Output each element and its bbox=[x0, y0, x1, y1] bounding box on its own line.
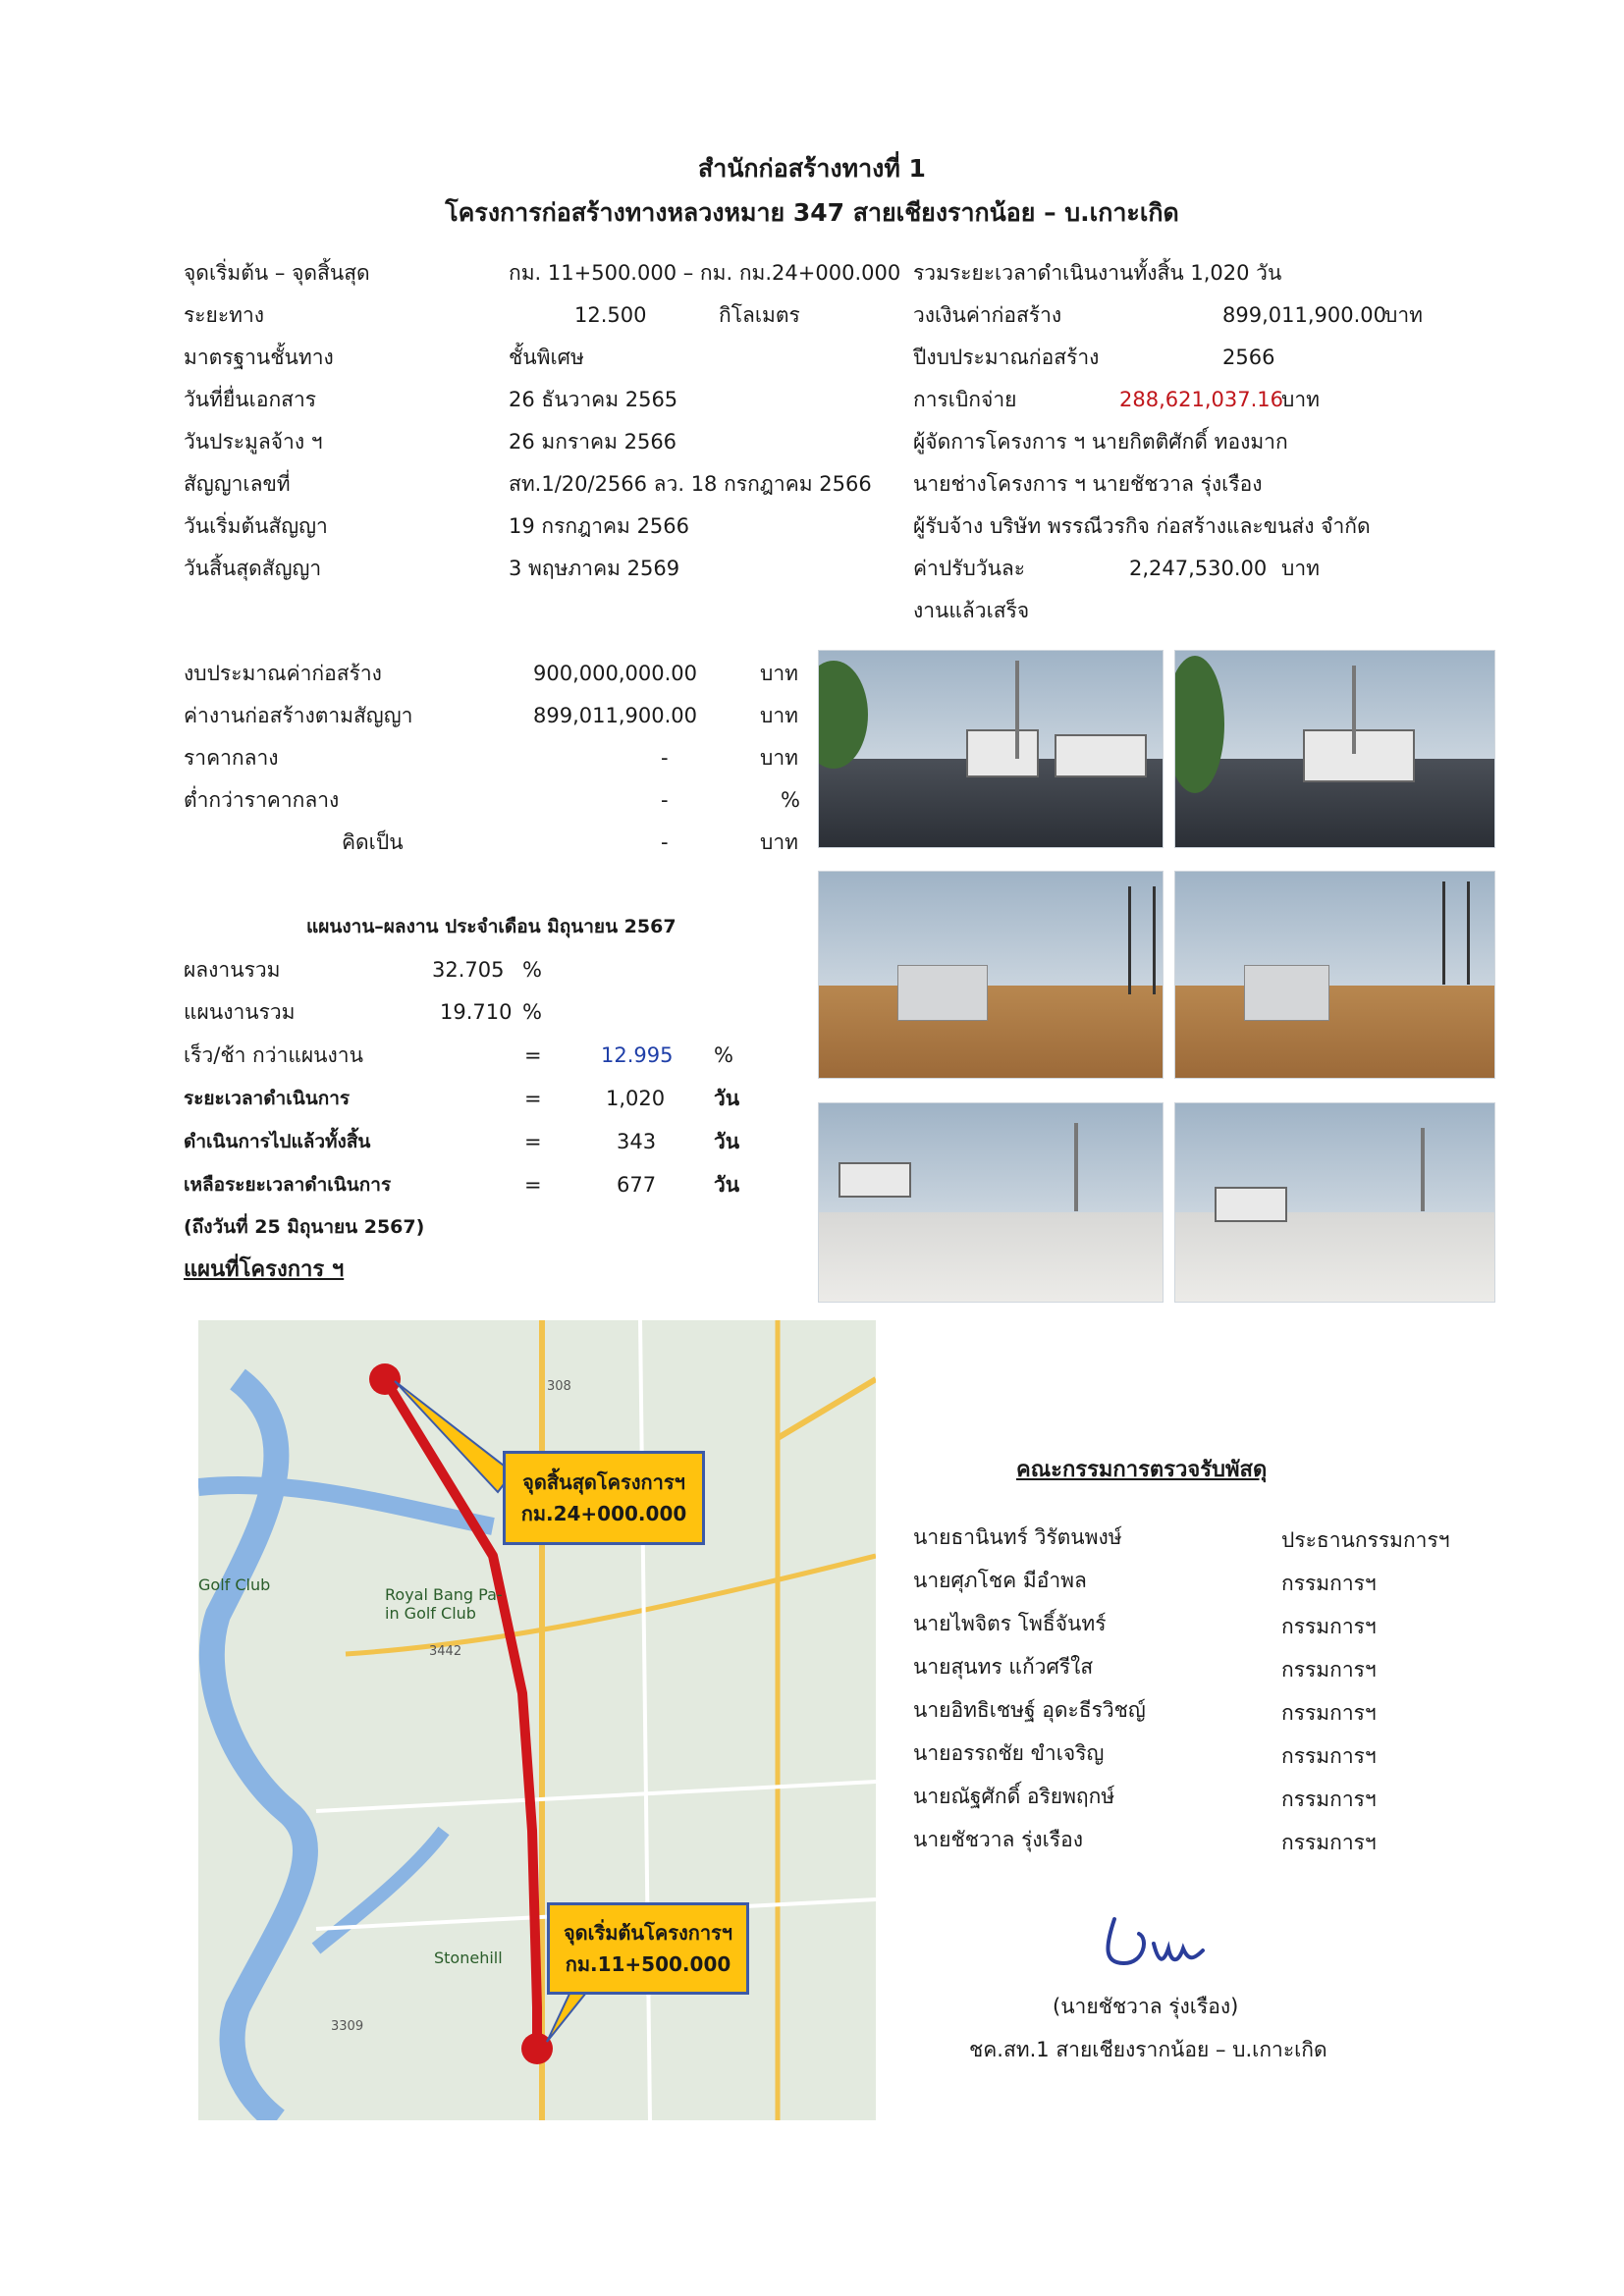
start-callout-title: จุดเริ่มต้นโครงการฯ bbox=[563, 1921, 733, 1945]
elapsed-equals: = bbox=[524, 1130, 542, 1153]
info-label-start-date: วันเริ่มต้นสัญญา bbox=[184, 514, 328, 538]
info-value-end-date: 3 พฤษภาคม 2569 bbox=[509, 557, 680, 580]
budget-row-unit: บาท bbox=[760, 704, 798, 727]
plan-unit: % bbox=[522, 1000, 542, 1024]
budget-row-unit: % bbox=[781, 788, 800, 812]
diff-equals: = bbox=[524, 1043, 542, 1067]
as-of-date: (ถึงวันที่ 25 มิถุนายน 2567) bbox=[184, 1216, 425, 1238]
map-base bbox=[198, 1320, 876, 2120]
committee-member-role: กรรมการฯ bbox=[1281, 1658, 1377, 1682]
diff-label: เร็ว/ช้า กว่าแผนงาน bbox=[184, 1043, 363, 1067]
result-unit: % bbox=[522, 958, 542, 982]
site-photo bbox=[818, 650, 1164, 848]
remaining-unit: วัน bbox=[714, 1173, 740, 1197]
committee-member-name: นายอิทธิเชษฐ์ อุดะธีรวิชญ์ bbox=[913, 1698, 1146, 1722]
budget-row-unit: บาท bbox=[760, 746, 798, 770]
budget-row-label: ราคากลาง bbox=[184, 746, 279, 770]
total-duration: รวมระยะเวลาดำเนินงานทั้งสิ้น 1,020 วัน bbox=[913, 261, 1282, 285]
disburse-value: 288,621,037.16 bbox=[1119, 388, 1283, 411]
committee-member-name: นายศุภโชค มีอำพล bbox=[913, 1569, 1087, 1592]
info-label-contract-no: สัญญาเลขที่ bbox=[184, 472, 291, 496]
fiscal-value: 2566 bbox=[1222, 346, 1275, 369]
info-value-submit-date: 26 ธันวาคม 2565 bbox=[509, 388, 678, 411]
map-heading: แผนที่โครงการ ฯ bbox=[184, 1257, 345, 1282]
map-label-route-3442: 3442 bbox=[429, 1644, 462, 1659]
budget-row-value: 899,011,900.00 bbox=[533, 704, 697, 727]
committee-member-role: กรรมการฯ bbox=[1281, 1615, 1377, 1638]
start-point-callout bbox=[547, 1902, 749, 1995]
info-label-range: จุดเริ่มต้น – จุดสิ้นสุด bbox=[184, 261, 370, 285]
signature bbox=[1095, 1909, 1222, 1978]
duration-unit: วัน bbox=[714, 1087, 740, 1110]
diff-value: 12.995 bbox=[601, 1043, 674, 1067]
map-label-route-308: 308 bbox=[547, 1379, 571, 1394]
site-photo bbox=[1174, 871, 1495, 1079]
budget-value: 899,011,900.00 bbox=[1222, 303, 1386, 327]
info-value-standard: ชั้นพิเศษ bbox=[509, 346, 584, 369]
committee-member-role: ประธานกรรมการฯ bbox=[1281, 1528, 1450, 1552]
office-title: สำนักก่อสร้างทางที่ 1 bbox=[698, 154, 926, 183]
end-point-marker bbox=[369, 1363, 401, 1395]
budget-unit: บาท bbox=[1384, 303, 1423, 327]
committee-member-name: นายไพจิตร โพธิ์จันทร์ bbox=[913, 1612, 1107, 1635]
map-label-stonehill: Stonehill bbox=[434, 1949, 503, 1967]
map-label-route-3309: 3309 bbox=[331, 2019, 364, 2034]
project-manager: ผู้จัดการโครงการ ฯ นายกิตติศักดิ์ ทองมาก bbox=[913, 430, 1288, 454]
committee-member-name: นายณัฐศักดิ์ อริยพฤกษ์ bbox=[913, 1785, 1115, 1808]
budget-row-value: - bbox=[661, 830, 669, 854]
info-value-contract-no: สท.1/20/2566 ลว. 18 กรกฎาคม 2566 bbox=[509, 472, 872, 496]
progress-heading: แผนงาน–ผลงาน ประจำเดือน มิถุนายน 2567 bbox=[306, 916, 677, 937]
signer-name: (นายชัชวาล รุ่งเรือง) bbox=[1053, 1995, 1239, 2018]
fiscal-label: ปีงบประมาณก่อสร้าง bbox=[913, 346, 1100, 369]
remaining-label: เหลือระยะเวลาดำเนินการ bbox=[184, 1174, 392, 1196]
info-label-submit-date: วันที่ยื่นเอกสาร bbox=[184, 388, 317, 411]
info-value-bid-date: 26 มกราคม 2566 bbox=[509, 430, 677, 454]
elapsed-value: 343 bbox=[617, 1130, 657, 1153]
committee-member-name: นายอรรถชัย ขำเจริญ bbox=[913, 1741, 1105, 1765]
site-photo bbox=[1174, 1102, 1495, 1303]
completed-label: งานแล้วเสร็จ bbox=[913, 599, 1030, 622]
end-callout-title: จุดสิ้นสุดโครงการฯ bbox=[522, 1470, 685, 1494]
committee-member-name: นายสุนทร แก้วศรีใส bbox=[913, 1655, 1094, 1679]
contractor: ผู้รับจ้าง บริษัท พรรณีวรกิจ ก่อสร้างและขนส่ง จำกัด bbox=[913, 514, 1371, 538]
committee-member-role: กรรมการฯ bbox=[1281, 1788, 1377, 1811]
elapsed-unit: วัน bbox=[714, 1130, 740, 1153]
committee-member-role: กรรมการฯ bbox=[1281, 1572, 1377, 1595]
budget-row-label: งบประมาณค่าก่อสร้าง bbox=[184, 662, 382, 685]
info-label-standard: มาตรฐานชั้นทาง bbox=[184, 346, 334, 369]
committee-member-name: นายชัชวาล รุ่งเรือง bbox=[913, 1828, 1083, 1851]
project-title: โครงการก่อสร้างทางหลวงหมาย 347 สายเชียงรากน้อย – บ.เกาะเกิด bbox=[445, 198, 1179, 227]
info-value-start-date: 19 กรกฎาคม 2566 bbox=[509, 514, 690, 538]
budget-row-value: - bbox=[661, 788, 669, 812]
committee-heading: คณะกรรมการตรวจรับพัสดุ bbox=[1016, 1458, 1268, 1482]
budget-row-label: ค่างานก่อสร้างตามสัญญา bbox=[184, 704, 413, 727]
committee-member-role: กรรมการฯ bbox=[1281, 1831, 1377, 1854]
project-map bbox=[198, 1320, 876, 2120]
fine-unit: บาท bbox=[1281, 557, 1320, 580]
duration-label: ระยะเวลาดำเนินการ bbox=[184, 1088, 351, 1109]
budget-row-unit: บาท bbox=[760, 830, 798, 854]
site-photo bbox=[1174, 650, 1495, 848]
project-engineer: นายช่างโครงการ ฯ นายชัชวาล รุ่งเรือง bbox=[913, 472, 1263, 496]
elapsed-label: ดำเนินการไปแล้วทั้งสิ้น bbox=[184, 1131, 371, 1152]
remaining-value: 677 bbox=[617, 1173, 657, 1197]
end-point-callout bbox=[503, 1451, 705, 1545]
budget-label: วงเงินค่าก่อสร้าง bbox=[913, 303, 1062, 327]
site-photo bbox=[818, 871, 1164, 1079]
budget-row-value: - bbox=[661, 746, 669, 770]
signer-title: ชค.สท.1 สายเชียงรากน้อย – บ.เกาะเกิด bbox=[969, 2038, 1327, 2061]
fine-label: ค่าปรับวันละ bbox=[913, 557, 1026, 580]
map-label-golf: Golf Club bbox=[198, 1575, 271, 1594]
budget-row-unit: บาท bbox=[760, 662, 798, 685]
remaining-equals: = bbox=[524, 1173, 542, 1197]
duration-equals: = bbox=[524, 1087, 542, 1110]
info-label-end-date: วันสิ้นสุดสัญญา bbox=[184, 557, 322, 580]
budget-row-label: ต่ำกว่าราคากลาง bbox=[184, 788, 340, 812]
site-photo bbox=[818, 1102, 1164, 1303]
info-label-distance: ระยะทาง bbox=[184, 303, 265, 327]
info-label-bid-date: วันประมูลจ้าง ฯ bbox=[184, 430, 323, 454]
info-value-distance: 12.500 bbox=[574, 303, 647, 327]
committee-member-name: นายธานินทร์ วิรัตนพงษ์ bbox=[913, 1525, 1122, 1549]
budget-row-label: คิดเป็น bbox=[342, 830, 404, 854]
result-label: ผลงานรวม bbox=[184, 958, 281, 982]
result-value: 32.705 bbox=[432, 958, 505, 982]
info-unit-distance: กิโลเมตร bbox=[719, 303, 800, 327]
disburse-label: การเบิกจ่าย bbox=[913, 388, 1017, 411]
info-value-range: กม. 11+500.000 – กม. กม.24+000.000 bbox=[509, 261, 901, 285]
duration-value: 1,020 bbox=[606, 1087, 666, 1110]
fine-value: 2,247,530.00 bbox=[1129, 557, 1268, 580]
disburse-unit: บาท bbox=[1281, 388, 1320, 411]
diff-unit: % bbox=[714, 1043, 733, 1067]
start-callout-km: กม.11+500.000 bbox=[565, 1952, 731, 1976]
plan-label: แผนงานรวม bbox=[184, 1000, 296, 1024]
plan-value: 19.710 bbox=[440, 1000, 513, 1024]
map-label-royal-golf: Royal Bang Pa-in Golf Club bbox=[385, 1585, 503, 1623]
budget-row-value: 900,000,000.00 bbox=[533, 662, 697, 685]
committee-member-role: กรรมการฯ bbox=[1281, 1701, 1377, 1725]
committee-member-role: กรรมการฯ bbox=[1281, 1744, 1377, 1768]
end-callout-km: กม.24+000.000 bbox=[520, 1502, 687, 1525]
